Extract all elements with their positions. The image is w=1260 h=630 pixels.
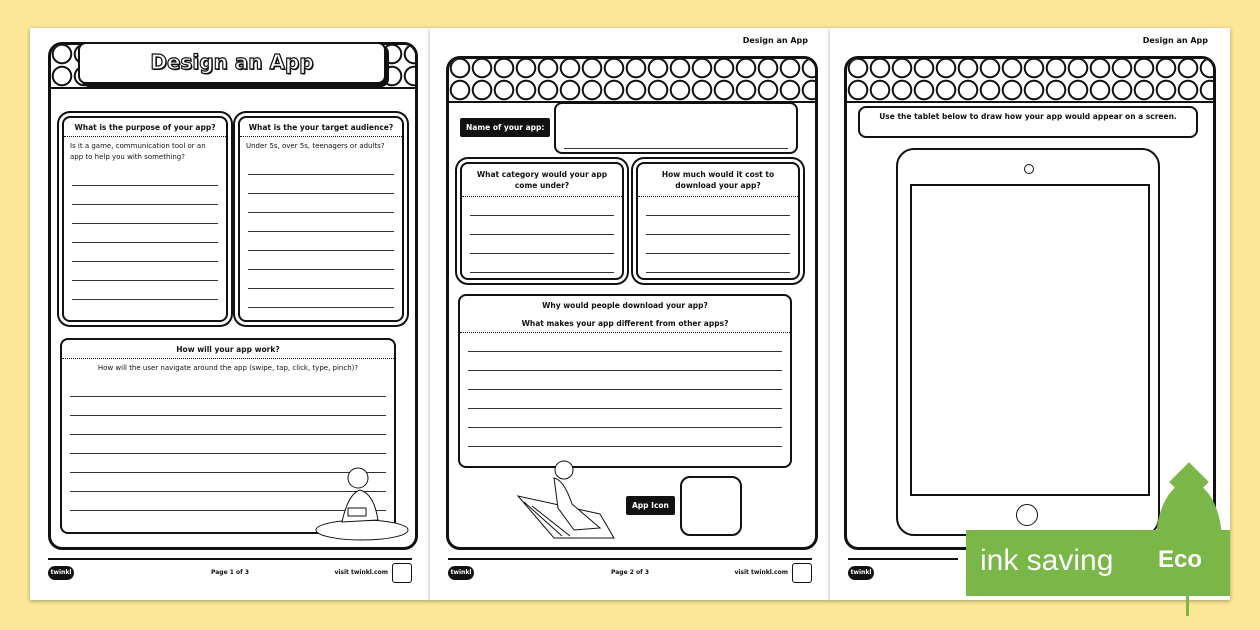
app-name-field[interactable] — [554, 102, 798, 154]
different-question: What makes your app different from other apps? — [460, 314, 790, 333]
girl-with-tablet-illustration — [312, 460, 412, 542]
tablet-camera-icon — [1024, 164, 1034, 174]
instruction-box — [858, 106, 1198, 138]
visit-link: visit twinkl.com — [334, 569, 388, 576]
audience-box — [238, 116, 404, 322]
twinkl-logo: twinkl — [848, 566, 874, 580]
why-question: Why would people download your app? — [542, 301, 708, 310]
app-icon-label: App Icon — [626, 496, 675, 515]
purpose-box — [62, 116, 228, 322]
app-icon-drawing-box[interactable] — [680, 476, 742, 536]
ink-saving-label: ink saving — [980, 544, 1114, 577]
worksheet-page-1 — [30, 28, 430, 600]
polka-dot-banner — [847, 59, 1213, 103]
how-work-hint: How will the user navigate around the app (swipe, tap, click, type, pinch)? — [97, 364, 359, 372]
purpose-hint: Is it a game, communication tool or an app to help you with something? — [70, 142, 206, 162]
visit-link: visit twinkl.com — [734, 569, 788, 576]
eco-label: Eco — [1158, 546, 1203, 573]
tablet-home-button-icon — [1016, 504, 1038, 526]
audience-question: What is the your target audience? — [240, 118, 402, 137]
twinkl-logo: twinkl — [48, 566, 74, 580]
tablet-outline — [896, 148, 1160, 536]
title-banner — [78, 42, 386, 84]
app-name-label: Name of your app: — [460, 118, 550, 137]
worksheet-page-2 — [430, 28, 830, 600]
footer — [48, 558, 412, 584]
polka-dot-banner — [449, 59, 815, 103]
page-header: Design an App — [1142, 36, 1208, 45]
category-box — [460, 162, 624, 280]
category-question: What category would your app come under? — [462, 164, 622, 197]
footer — [848, 558, 958, 584]
footer — [448, 558, 812, 584]
purpose-question: What is the purpose of your app? — [64, 118, 226, 137]
audience-hint: Under 5s, over 5s, teenagers or adults? — [246, 142, 385, 150]
instruction-text: Use the tablet below to draw how your app would appear on a screen. — [879, 112, 1177, 121]
cost-question: How much would it cost to download your app? — [638, 164, 798, 197]
girl-on-chair-illustration — [514, 458, 624, 544]
page-title: Design an App — [150, 50, 314, 74]
how-work-question: How will your app work? — [62, 340, 394, 359]
cost-box — [636, 162, 800, 280]
why-download-box — [458, 294, 792, 468]
page-header: Design an App — [742, 36, 808, 45]
tablet-screen-drawing-area[interactable] — [910, 184, 1150, 496]
page-number: Page 2 of 3 — [611, 569, 649, 576]
twinkl-badge-icon — [792, 563, 812, 583]
page-number: Page 1 of 3 — [211, 569, 249, 576]
twinkl-logo: twinkl — [448, 566, 474, 580]
leaf-stem — [1186, 582, 1189, 616]
twinkl-badge-icon — [392, 563, 412, 583]
